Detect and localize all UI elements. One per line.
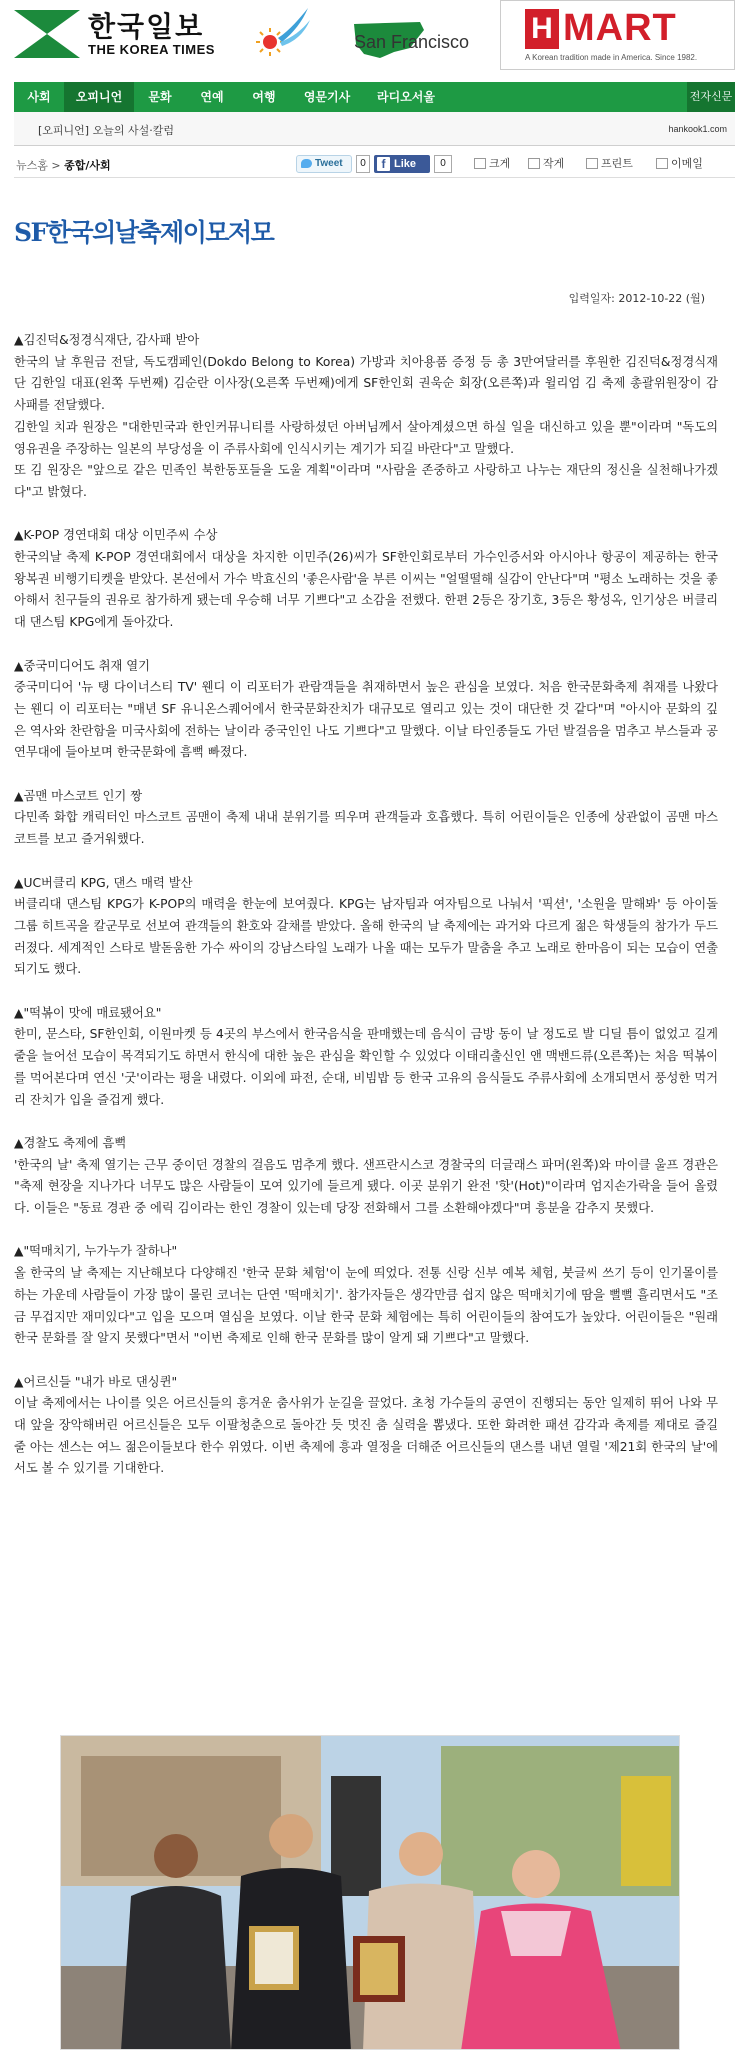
section-heading: ▲곰맨 마스코트 인기 짱 (14, 788, 143, 803)
breadcrumb (16, 157, 111, 173)
article-date: 입력일자: 2012-10-22 (월) (568, 292, 705, 305)
article-body (14, 330, 718, 1502)
breadcrumb-separator: > (47, 159, 65, 172)
article-photo (60, 1735, 680, 2050)
article-section (14, 1241, 718, 1350)
article-section (14, 1372, 718, 1481)
print-icon (586, 158, 598, 169)
hmart-ad-banner[interactable] (500, 0, 735, 70)
facebook-icon: f (377, 157, 390, 171)
main-nav (14, 82, 735, 112)
twitter-bird-icon (301, 159, 312, 168)
section-heading: ▲"떡매치기, 누가누가 잘하나" (14, 1244, 178, 1259)
sub-nav-bar (14, 112, 735, 146)
logo-text (88, 9, 215, 57)
section-text: 이날 축제에서는 나이를 잊은 어르신들의 흥겨운 춤사위가 눈길을 끌었다. 초청 가수들의 공연이 진행되는 동안 일제히 뛰어 나와 무대 앞을 장악해버린 어르신들은 모두 이팔청춘으로 돌아간 듯 멋진 춤 실력을 뽐냈다. 또한 화려한 패션 감각과 축제를 제대로 즐길 줄 아는 센스는 여느 젊은이들보다 한수 위였다. 이번 축제에 흥과 열정을 더해준 어르신들의 댄스를 내년 열릴 '제21회 한국의 날'에서도 볼 수 있기를 기대한다. (14, 1396, 718, 1476)
section-heading: ▲UC버클리 KPG, 댄스 매력 발산 (14, 875, 193, 890)
tweet-button[interactable]: Tweet (296, 155, 352, 173)
bird-logo-icon (252, 4, 312, 64)
section-text: 중국미디어 '뉴 탱 다이너스티 TV' 웬디 이 리포터가 관람객들을 취재하면서 높은 관심을 보였다. 처음 한국문화축제 취재를 나왔다는 웬디 이 리포터는 "매년 SF 유니온스퀘어에서 한국문화잔치가 대규모로 열리고 있는 것이 대단한 것 같다"며 "아시아 문화의 깊은 역사와 찬란함을 미국사회에 전하는 날이라 중국인인 나도 기쁘다"고 말했다. 이날 타인종들도 가던 발걸음을 멈추고 부스들과 공연무대에 들아보며 한국문화에 흠뻑 빠졌다. (14, 680, 718, 760)
section-text: 한미, 문스타, SF한인회, 이원마켓 등 4곳의 부스에서 한국음식을 판매했는데 음식이 금방 동이 날 정도로 발 디딜 틈이 없었고 길게 줄을 늘어선 모습이 목격되기도 하면서 한식에 대한 높은 관심을 확인할 수 있었다 이태리출신인 앤 맥밴드류(오른쪽)는 처음 떡볶이를 먹어본다며 연신 '굿'이라는 평을 내렸다. 이외에 파전, 순대, 비빔밥 등 한국 고유의 음식들도 주류사회에 소개되면서 풍성한 먹거리 잔치가 입을 즐겁게 했다. (14, 1027, 718, 1107)
logo-english: THE KOREA TIMES (88, 41, 215, 57)
section-text: '한국의 날' 축제 열기는 근무 중이던 경찰의 걸음도 멈추게 했다. 샌프란시스코 경찰국의 더글래스 파머(왼쪽)와 마이클 울프 경관은 "축제 현장을 지나가다 너무도 많은 사람들이 모여 있기에 들르게 됐다. 이곳 분위기 완전 '핫'(Hot)"이라며 엄지손가락을 들어 올렸다. 이들은 "동료 경관 중 에릭 김이라는 한인 경찰이 있는데 당장 전화해서 그를 소환해야겠다"며 흥분을 감추지 못했다. (14, 1157, 718, 1216)
section-heading: ▲중국미디어도 취재 열기 (14, 658, 151, 673)
section-text: 한국의날 축제 K-POP 경연대회에서 대상을 차지한 이민주(26)씨가 SF한인회로부터 가수인증서와 아시아나 항공이 제공하는 한국왕복권 비행기티켓을 받았다. 본선에서 가수 박효신의 '좋은사람'을 부른 이씨는 "얼떨떨해 실감이 안난다"며 "평소 노래하는 것을 좋아해서 친구들의 권유로 참가하게 됐는데 우승해 너무 기쁘다"고 소감을 전했다. 한편 2등은 장기호, 3등은 황성옥, 인기상은 버클리대 댄스팀 KPG에게 돌아갔다. (14, 550, 718, 630)
section-heading: ▲김진덕&정경식재단, 감사패 받아 (14, 333, 200, 347)
section-heading: ▲K-POP 경연대회 대상 이민주씨 수상 (14, 528, 218, 543)
nav-item-society[interactable]: 사회 (27, 90, 51, 104)
article-section (14, 330, 718, 504)
article-section (14, 873, 718, 982)
section-heading: ▲"떡볶이 맛에 매료됐어요" (14, 1005, 162, 1020)
nav-item-culture[interactable]: 문화 (148, 90, 172, 104)
section-text: 한국의 날 후원금 전달, 독도캠페인(Dokdo Belong to Korea) 가방과 치아용품 증정 등 총 3만여달러를 후원한 김진덕&정경식재단 김한일 대표(왼쪽 두번째) 김순란 이사장(오른쪽 두번째)에게 SF한인회 권욱순 회장(오른쪽)과 윌리엄 김 축제 총괄위원장이 감사패를 전달했다. 김한일 치과 원장은 "대한민국과 한인커뮤니티를 사랑하셨던 아버님께서 살아계셨으면 하실 일을 대신하고 있을 뿐"이라며 "독도의 영유권을 주장하는 일본의 부당성을 이 주류사회에 인식시키는 계기가 되길 바란다"고 말했다. 또 김 원장은 "앞으로 같은 민족인 북한동포들을 도울 계획"이라며 "사람을 존중하고 사랑하고 나누는 재단의 정신을 실천해나가겠다"고 밝혔다. (14, 354, 718, 499)
section-text: 버클리대 댄스팀 KPG가 K-POP의 매력을 한눈에 보여줬다. KPG는 남자팀과 여자팀으로 나눠서 '픽션', '소원을 말해봐' 등 아이돌 그룹 히트곡을 칼군무로 선보여 관객들의 환호와 갈채를 받았다. 올해 한국의 날 축제에는 과거와 다르게 젊은 학생들의 참가가 두드러졌다. 세계적인 스타로 발돋움한 가수 싸이의 강남스타일 노래가 나올 때는 모두가 말춤을 추고 노래로 한마음이 되는 모습이 연출되기도 했다. (14, 897, 718, 977)
article-section (14, 525, 718, 634)
hmart-brand: MART (563, 7, 677, 49)
breadcrumb-home[interactable]: 뉴스홈 (16, 159, 48, 172)
section-text: 다민족 화합 캐릭터인 마스코트 곰맨이 축제 내내 분위기를 띄우며 관객들과 호흡했다. 특히 어린이들은 인종에 상관없이 곰맨 마스코트를 보고 즐거워했다. (14, 810, 718, 847)
nav-item-opinion[interactable]: 오피니언 (64, 82, 134, 112)
font-smaller-button[interactable]: 작게 (528, 156, 564, 174)
article-toolbar (14, 150, 735, 178)
site-logo[interactable] (14, 10, 215, 58)
hmart-tagline: A Korean tradition made in America. Since 1982. (525, 53, 698, 62)
nav-item-english[interactable]: 영문기사 (303, 90, 351, 104)
section-heading: ▲어르신들 "내가 바로 댄싱퀸" (14, 1374, 178, 1389)
like-count: 0 (434, 155, 452, 173)
article-section (14, 656, 718, 765)
article-section (14, 1003, 718, 1112)
font-larger-button[interactable]: 크게 (474, 156, 510, 174)
section-text: 올 한국의 날 축제는 지난해보다 다양해진 '한국 문화 체험'이 눈에 띄었다. 전통 신랑 신부 예복 체험, 붓글씨 쓰기 등이 인기몰이를 하는 가운데 사람들이 가장 많이 몰린 코너는 단연 '떡매치기'. 참가자들은 생각만큼 쉽지 않은 떡매치기에 땀을 뻘뻘 흘리면서도 "조금 무겁지만 재미있다"고 입을 모으며 열심을 보였다. 이날 한국 문화 체험에는 특히 어린이들의 참여도가 높았다. 어린이들은 "원래 한국 문화를 잘 알지 못했다"면서 "이번 축제로 인해 한국 문화를 많이 알게 돼 기쁘다"고 말했다. (14, 1266, 718, 1346)
logo-emblem-icon (14, 10, 80, 58)
site-header (0, 0, 735, 78)
facebook-like-button[interactable]: f Like (374, 155, 430, 173)
print-button[interactable]: 프린트 (586, 156, 633, 174)
zoom-in-icon (474, 158, 486, 169)
hmart-h-logo: H (525, 9, 559, 49)
breadcrumb-section[interactable]: 종합/사회 (64, 159, 111, 172)
e-paper-link[interactable]: 전자신문 (687, 82, 735, 112)
nav-item-radio-seoul[interactable]: 라디오서울 (377, 90, 435, 104)
nav-item-travel[interactable]: 여행 (252, 90, 276, 104)
article-section (14, 786, 718, 851)
email-button[interactable]: 이메일 (656, 156, 703, 174)
article-title: SF한국의날축제이모저모 (14, 218, 274, 247)
logo-korean: 한국일보 (88, 9, 205, 43)
hankook-logo[interactable]: hankook1.com (668, 124, 727, 134)
email-icon (656, 158, 668, 169)
article-section (14, 1133, 718, 1220)
zoom-out-icon (528, 158, 540, 169)
award-ceremony-photo (61, 1736, 680, 2050)
tweet-count: 0 (356, 155, 370, 173)
edition-label[interactable]: San Francisco (354, 32, 470, 52)
section-heading: ▲경찰도 축제에 흠뻑 (14, 1135, 127, 1150)
nav-item-entertainment[interactable]: 연예 (200, 90, 224, 104)
sub-nav-text[interactable]: [오피니언] 오늘의 사설·칼럼 (38, 124, 174, 137)
